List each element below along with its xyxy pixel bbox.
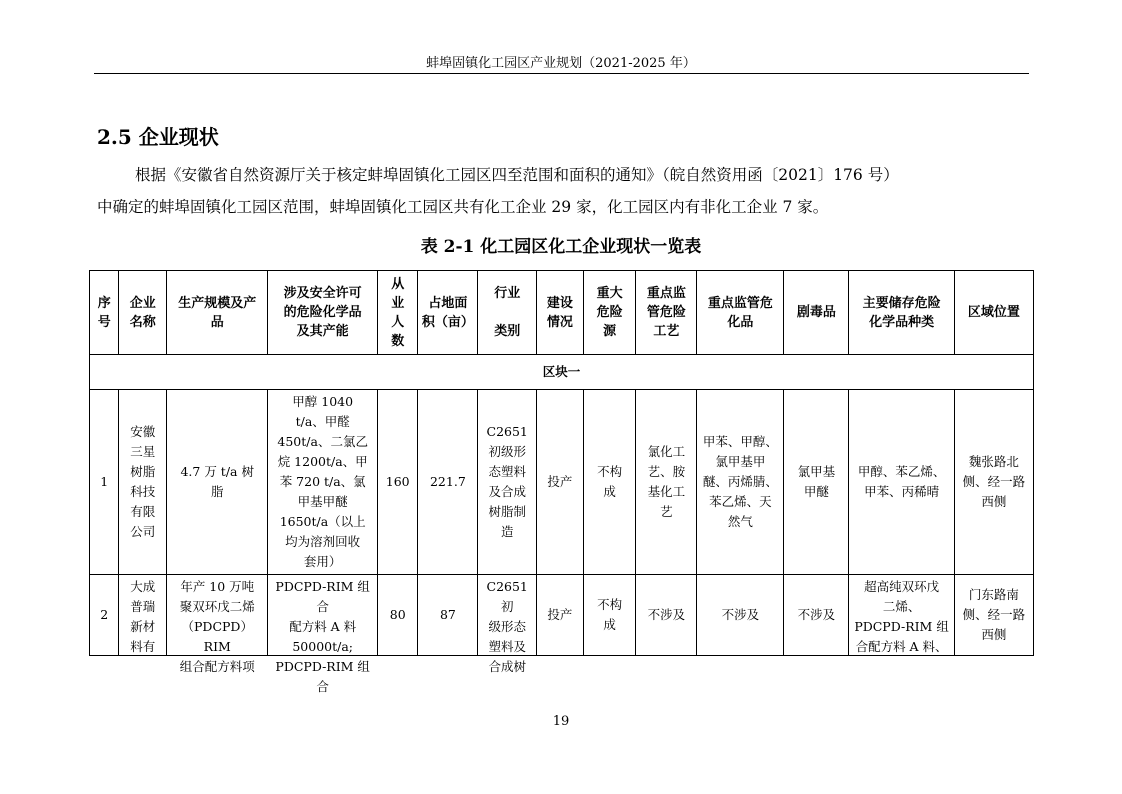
body-paragraph xyxy=(97,159,1027,223)
page-number: 19 xyxy=(552,714,570,729)
header-cell: 重大 危险 源 xyxy=(583,271,636,355)
running-header: 蚌埠固镇化工园区产业规划（2021-2025 年） xyxy=(426,56,696,71)
cell-no: 1 xyxy=(90,390,119,575)
cell-name: 安徽 三星 树脂 科技 有限 公司 xyxy=(119,390,167,575)
header-cell: 占地面 积（亩） xyxy=(418,271,478,355)
cell-process: 氯化工 艺、胺 基化工 艺 xyxy=(636,390,697,575)
section-heading: 2.5 企业现状 xyxy=(97,125,219,149)
header-cell: 企业 名称 xyxy=(119,271,167,355)
header-cell: 剧毒品 xyxy=(784,271,849,355)
block-row xyxy=(90,355,1034,390)
cell-storage: 甲醇、苯乙烯、 甲苯、丙稀晴 xyxy=(849,390,954,575)
cell-key-chem: 甲苯、甲醇、 氯甲基甲 醚、丙烯腈、 苯乙烯、天 然气 xyxy=(697,390,784,575)
header-cell: 生产规模及产 品 xyxy=(167,271,268,355)
cell-scale: 年产 10 万吨 聚双环戊二烯 （PDCPD）RIM 组合配方料项 xyxy=(167,575,268,656)
header-cell: 从 业 人 数 xyxy=(377,271,418,355)
enterprise-table xyxy=(89,270,1034,694)
cell-hazchem: 甲醇 1040 t/a、甲醛 450t/a、二氯乙 烷 1200t/a、甲 苯 720 t/a、氯 甲基甲醚 1650t/a（以上 均为溶剂回收 套用） xyxy=(268,390,378,575)
cell-key-chem: 不涉及 xyxy=(697,575,784,656)
cell-industry: C2651 初级形 态塑料 及合成 树脂制 造 xyxy=(478,390,537,575)
cell-process: 不涉及 xyxy=(636,575,697,656)
cell-storage: 超高纯双环戊 二烯、 PDCPD-RIM 组 合配方料 A 料、 xyxy=(849,575,954,656)
table-caption: 表 2-1 化工园区化工企业现状一览表 xyxy=(420,237,702,257)
header-cell: 区域位置 xyxy=(954,271,1033,355)
header-cell: 主要储存危险 化学品种类 xyxy=(849,271,954,355)
cell-status: 投产 xyxy=(537,575,584,656)
cell-location: 门东路南 侧、经一路 西侧 xyxy=(954,575,1033,656)
header-cell: 重点监 管危险 工艺 xyxy=(636,271,697,355)
cell-hazchem: PDCPD-RIM 组合 配方料 A 料 50000t/a; PDCPD-RIM 组合 xyxy=(268,575,378,656)
cell-toxic: 氯甲基 甲醚 xyxy=(784,390,849,575)
table-header-row xyxy=(90,271,1034,355)
cell-toxic: 不涉及 xyxy=(784,575,849,656)
cell-status: 投产 xyxy=(537,390,584,575)
table-row xyxy=(90,390,1034,575)
cell-major-hazard: 不构 成 xyxy=(583,390,636,575)
header-rule xyxy=(94,73,1029,74)
header-cell: 涉及安全许可 的危险化学品 及其产能 xyxy=(268,271,378,355)
cell-location: 魏张路北 侧、经一路 西侧 xyxy=(954,390,1033,575)
cell-name: 大成 普瑞 新材 料有 xyxy=(119,575,167,656)
cell-staff: 80 xyxy=(377,575,418,656)
paragraph-line-2: 中确定的蚌埠固镇化工园区范围，蚌埠固镇化工园区共有化工企业 29 家，化工园区内有非化工企业 7 家。 xyxy=(97,198,829,216)
cell-area: 87 xyxy=(418,575,478,656)
header-cell: 重点监管危 化品 xyxy=(697,271,784,355)
cell-scale: 4.7 万 t/a 树 脂 xyxy=(167,390,268,575)
cell-major-hazard: 不构 成 xyxy=(583,575,636,656)
header-cell: 建设 情况 xyxy=(537,271,584,355)
cell-staff: 160 xyxy=(377,390,418,575)
cell-no: 2 xyxy=(90,575,119,656)
cell-industry: C2651 初 级形态 塑料及 合成树 xyxy=(478,575,537,656)
cell-area: 221.7 xyxy=(418,390,478,575)
table-row xyxy=(90,575,1034,656)
header-cell: 序 号 xyxy=(90,271,119,355)
paragraph-line-1: 根据《安徽省自然资源厅关于核定蚌埠固镇化工园区四至范围和面积的通知》（皖自然资用函〔2021〕176 号） xyxy=(135,166,899,184)
block-label: 区块一 xyxy=(90,355,1034,390)
header-cell: 行业 类别 xyxy=(478,271,537,355)
